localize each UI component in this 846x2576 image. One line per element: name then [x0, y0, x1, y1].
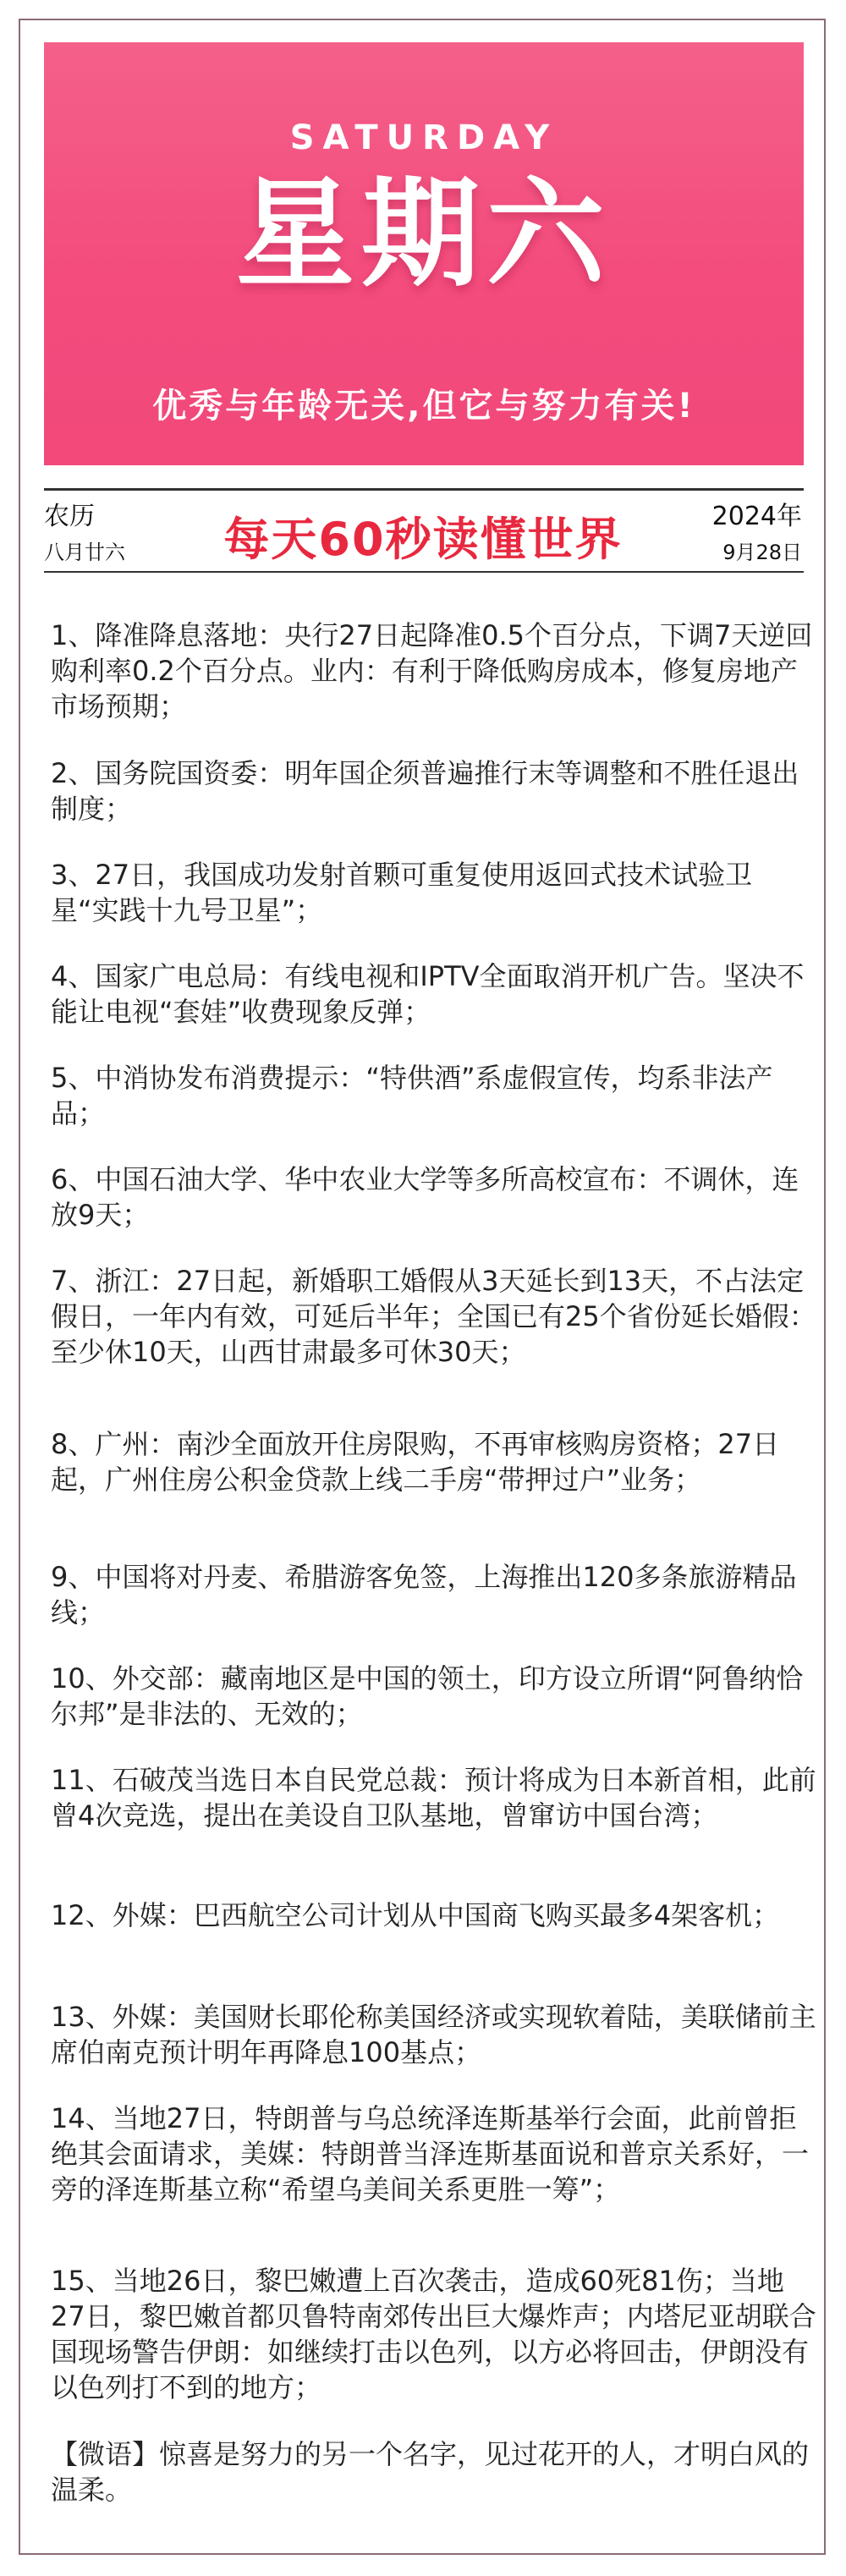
news-item-2: 2、国务院国资委：明年国企须普遍推行末等调整和不胜任退出制度； — [51, 757, 799, 825]
news-item-10: 10、外交部：藏南地区是中国的领土，印方设立所谓“阿鲁纳恰尔邦”是非法的、无效的； — [51, 1662, 804, 1730]
news-item-9: 9、中国将对丹麦、希腊游客免签，上海推出120多条旅游精品线； — [51, 1561, 797, 1629]
news-item-15: 15、当地26日，黎巴嫩遭上百次袭击，造成60死81伤；当地27日，黎巴嫩首都贝鲁特南郊传出巨大爆炸声；内塔尼亚胡联合国现场警告伊朗：如继续打击以色列，以方必将回击，伊朗没有以色列打不到的地方； — [51, 2265, 816, 2403]
date-year: 2024年 — [711, 502, 802, 531]
news-item-8: 8、广州：南沙全面放开住房限购，不再审核购房资格；27日起，广州住房公积金贷款上线二手房“带押过户”业务； — [51, 1428, 780, 1496]
quote-of-the-day: 【微语】惊喜是努力的另一个名字，见过花开的人，才明白风的温柔。 — [51, 2438, 810, 2506]
news-item-3: 3、27日，我国成功发射首颗可重复使用返回式技术试验卫星“实践十九号卫星”； — [51, 859, 753, 926]
lunar-label: 农历 — [44, 502, 95, 531]
banner-motto: 优秀与年龄无关,但它与努力有关! — [152, 387, 695, 426]
news-item-11: 11、石破茂当选日本自民党总裁：预计将成为日本新首相，此前曾4次竞选，提出在美设自卫队基地，曾窜访中国台湾； — [51, 1764, 816, 1832]
date-month-day: 9月28日 — [722, 541, 802, 564]
news-item-13: 13、外媒：美国财长耶伦称美国经济或实现软着陆，美联储前主席伯南克预计明年再降息100基点； — [51, 2001, 816, 2068]
headline: 每天60秒读懂世界 — [223, 513, 623, 566]
news-item-6: 6、中国石油大学、华中农业大学等多所高校宣布：不调休，连放9天； — [51, 1163, 799, 1231]
news-item-14: 14、当地27日，特朗普与乌总统泽连斯基举行会面，此前曾拒绝其会面请求，美媒：特朗普当泽连斯基面说和普京关系好，一旁的泽连斯基立称“希望乌美间关系更胜一筹”； — [51, 2102, 810, 2205]
weekday-banner — [44, 42, 804, 465]
weekday-english: SATURDAY — [289, 118, 558, 157]
masthead-bottom-rule — [44, 571, 804, 573]
masthead-top-rule — [44, 488, 804, 491]
news-item-7: 7、浙江：27日起，新婚职工婚假从3天延长到13天，不占法定假日，一年内有效，可延后半年；全国已有25个省份延长婚假：至少休10天，山西甘肃最多可休30天； — [51, 1265, 816, 1368]
news-item-4: 4、国家广电总局：有线电视和IPTV全面取消开机广告。坚决不能让电视“套娃”收费现象反弹； — [51, 960, 805, 1028]
weekday-chinese: 星期六 — [235, 166, 612, 304]
lunar-date: 八月廿六 — [44, 541, 125, 564]
news-item-12: 12、外媒：巴西航空公司计划从中国商飞购买最多4架客机； — [51, 1899, 780, 1931]
news-item-5: 5、中消协发布消费提示：“特供酒”系虚假宣传，均系非法产品； — [51, 1062, 773, 1129]
news-item-1: 1、降准降息落地：央行27日起降准0.5个百分点，下调7天逆回购利率0.2个百分点。业内：有利于降低购房成本，修复房地产市场预期； — [51, 619, 813, 722]
